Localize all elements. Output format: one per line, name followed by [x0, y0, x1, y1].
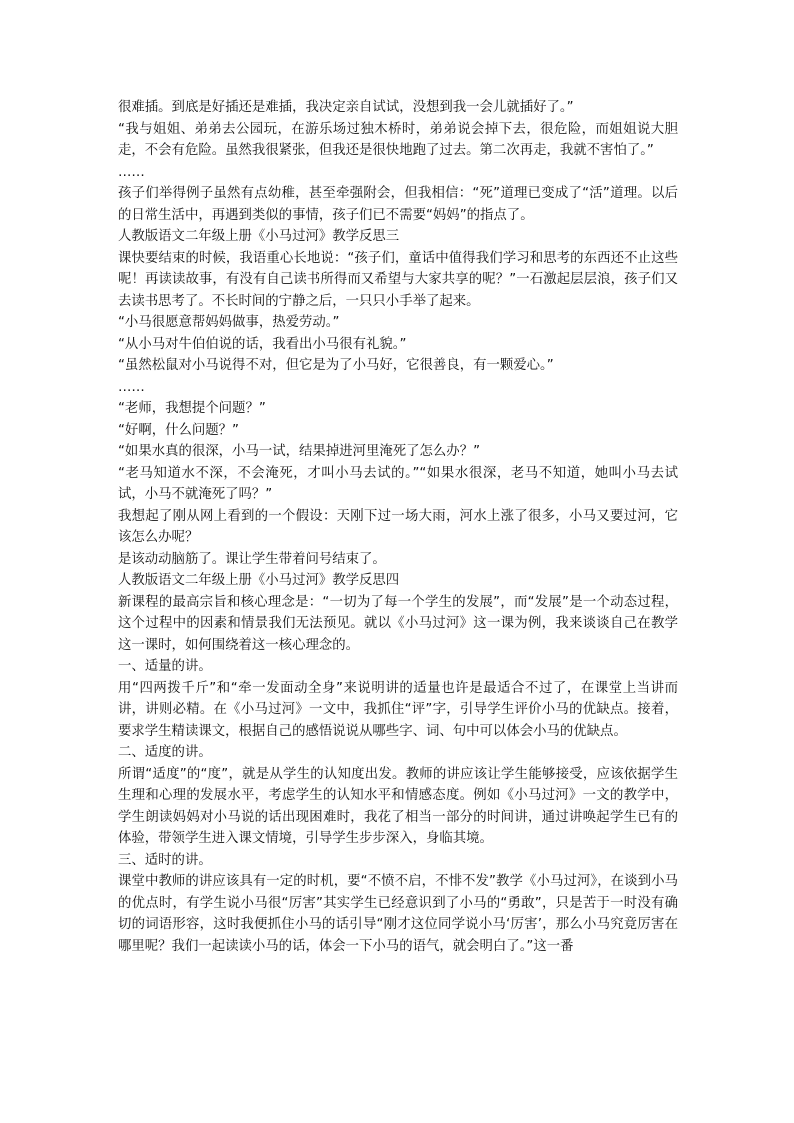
subsection-heading: 一、适量的讲。 [118, 659, 212, 674]
quote-line: “从小马对牛伯伯说的话，我看出小马很有礼貌。” [118, 336, 407, 352]
paragraph: 课堂中教师的讲应该具有一定的时机，要“不愤不启，不悱不发”教学《小马过河》，在谈到小马的优点时，有学生说小马很“厉害”其实学生已经意识到了小马的“勇敢”，只是苦于一时没有确切的词语形容，这时我便抓住小马的话引导“刚才这位同学说小马‘厉害’，那么小马究竟厉害在哪里呢？我们一起读读小马的话，体会一下小马的语气，就会明白了。”这一番 [118, 874, 678, 954]
quote-line: “虽然松鼠对小马说得不对，但它是为了小马好，它很善良，有一颗爱心。” [118, 358, 554, 373]
paragraph: 课快要结束的时候，我语重心长地说：“孩子们，童话中值得我们学习和思考的东西还不止这些呢！再读读故事，有没有自己读书所得而又希望与大家共享的呢？”一石激起层层浪，孩子们又去读书思考了。不长时间的宁静之后，一只只小手举了起来。 [118, 250, 678, 309]
quote-line: “老师，我想提个问题？” [118, 401, 266, 416]
section-heading: 人教版语文二年级上册《小马过河》教学反思三 [118, 229, 400, 244]
subsection-heading: 三、适时的讲。 [118, 852, 212, 868]
quote-line: “好啊，什么问题？” [118, 422, 239, 438]
paragraph: 很难插。到底是好插还是难插，我决定亲自试试，没想到我一会儿就插好了。” [118, 100, 574, 115]
paragraph: 新课程的最高宗旨和核心理念是：“一切为了每一个学生的发展”，而“发展”是一个动态过程，这个过程中的因素和情景我们无法预见。就以《小马过河》这一课为例，我来谈谈自己在教学这一课时，如何围绕着这一核心理念的。 [118, 594, 678, 653]
paragraph: 孩子们举得例子虽然有点幼稚，甚至牵强附会，但我相信：“死”道理已变成了“活”道理。以后的日常生活中，再遇到类似的事情，孩子们已不需要“妈妈”的指点了。 [118, 186, 678, 223]
ellipsis: …… [118, 164, 145, 180]
paragraph: 所谓“适度”的“度”，就是从学生的认知度出发。教师的讲应该让学生能够接受，应该依据学生生理和心理的发展水平，考虑学生的认知水平和情感态度。例如《小马过河》一文的教学中，学生朗读妈妈对小马说的话出现困难时，我花了相当一部分的时间讲，通过讲唤起学生已有的体验，带领学生进入课文情境，引导学生步步深入，身临其境。 [118, 766, 678, 846]
quote-line: “小马很愿意帮妈妈做事，热爱劳动。” [118, 315, 340, 330]
ellipsis: …… [118, 379, 145, 395]
paragraph: “我与姐姐、弟弟去公园玩，在游乐场过独木桥时，弟弟说会掉下去，很危险，而姐姐说大胆走，不会有危险。虽然我很紧张，但我还是很快地跑了过去。第二次再走，我就不害怕了。” [118, 121, 678, 158]
section-heading: 人教版语文二年级上册《小马过河》教学反思四 [118, 573, 400, 588]
paragraph: 是该动动脑筋了。课让学生带着问号结束了。 [118, 551, 386, 567]
subsection-heading: 二、适度的讲。 [118, 745, 212, 760]
quote-line: “如果水真的很深，小马一试，结果掉进河里淹死了怎么办？” [118, 444, 481, 459]
paragraph: “老马知道水不深，不会淹死，才叫小马去试的。”“如果水很深，老马不知道，她叫小马去试试，小马不就淹死了吗？” [118, 465, 678, 502]
paragraph: 用“四两拨千斤”和“牵一发面动全身”来说明讲的适量也许是最适合不过了，在课堂上当讲而讲，讲则必精。在《小马过河》一文中，我抓住“评”字，引导学生评价小马的优缺点。接着，要求学生精读课文，根据自己的感悟说说从哪些字、词、句中可以体会小马的优缺点。 [118, 680, 678, 739]
document-page [118, 97, 678, 957]
paragraph: 我想起了刚从网上看到的一个假设：天刚下过一场大雨，河水上涨了很多，小马又要过河，它该怎么办呢？ [118, 508, 678, 545]
